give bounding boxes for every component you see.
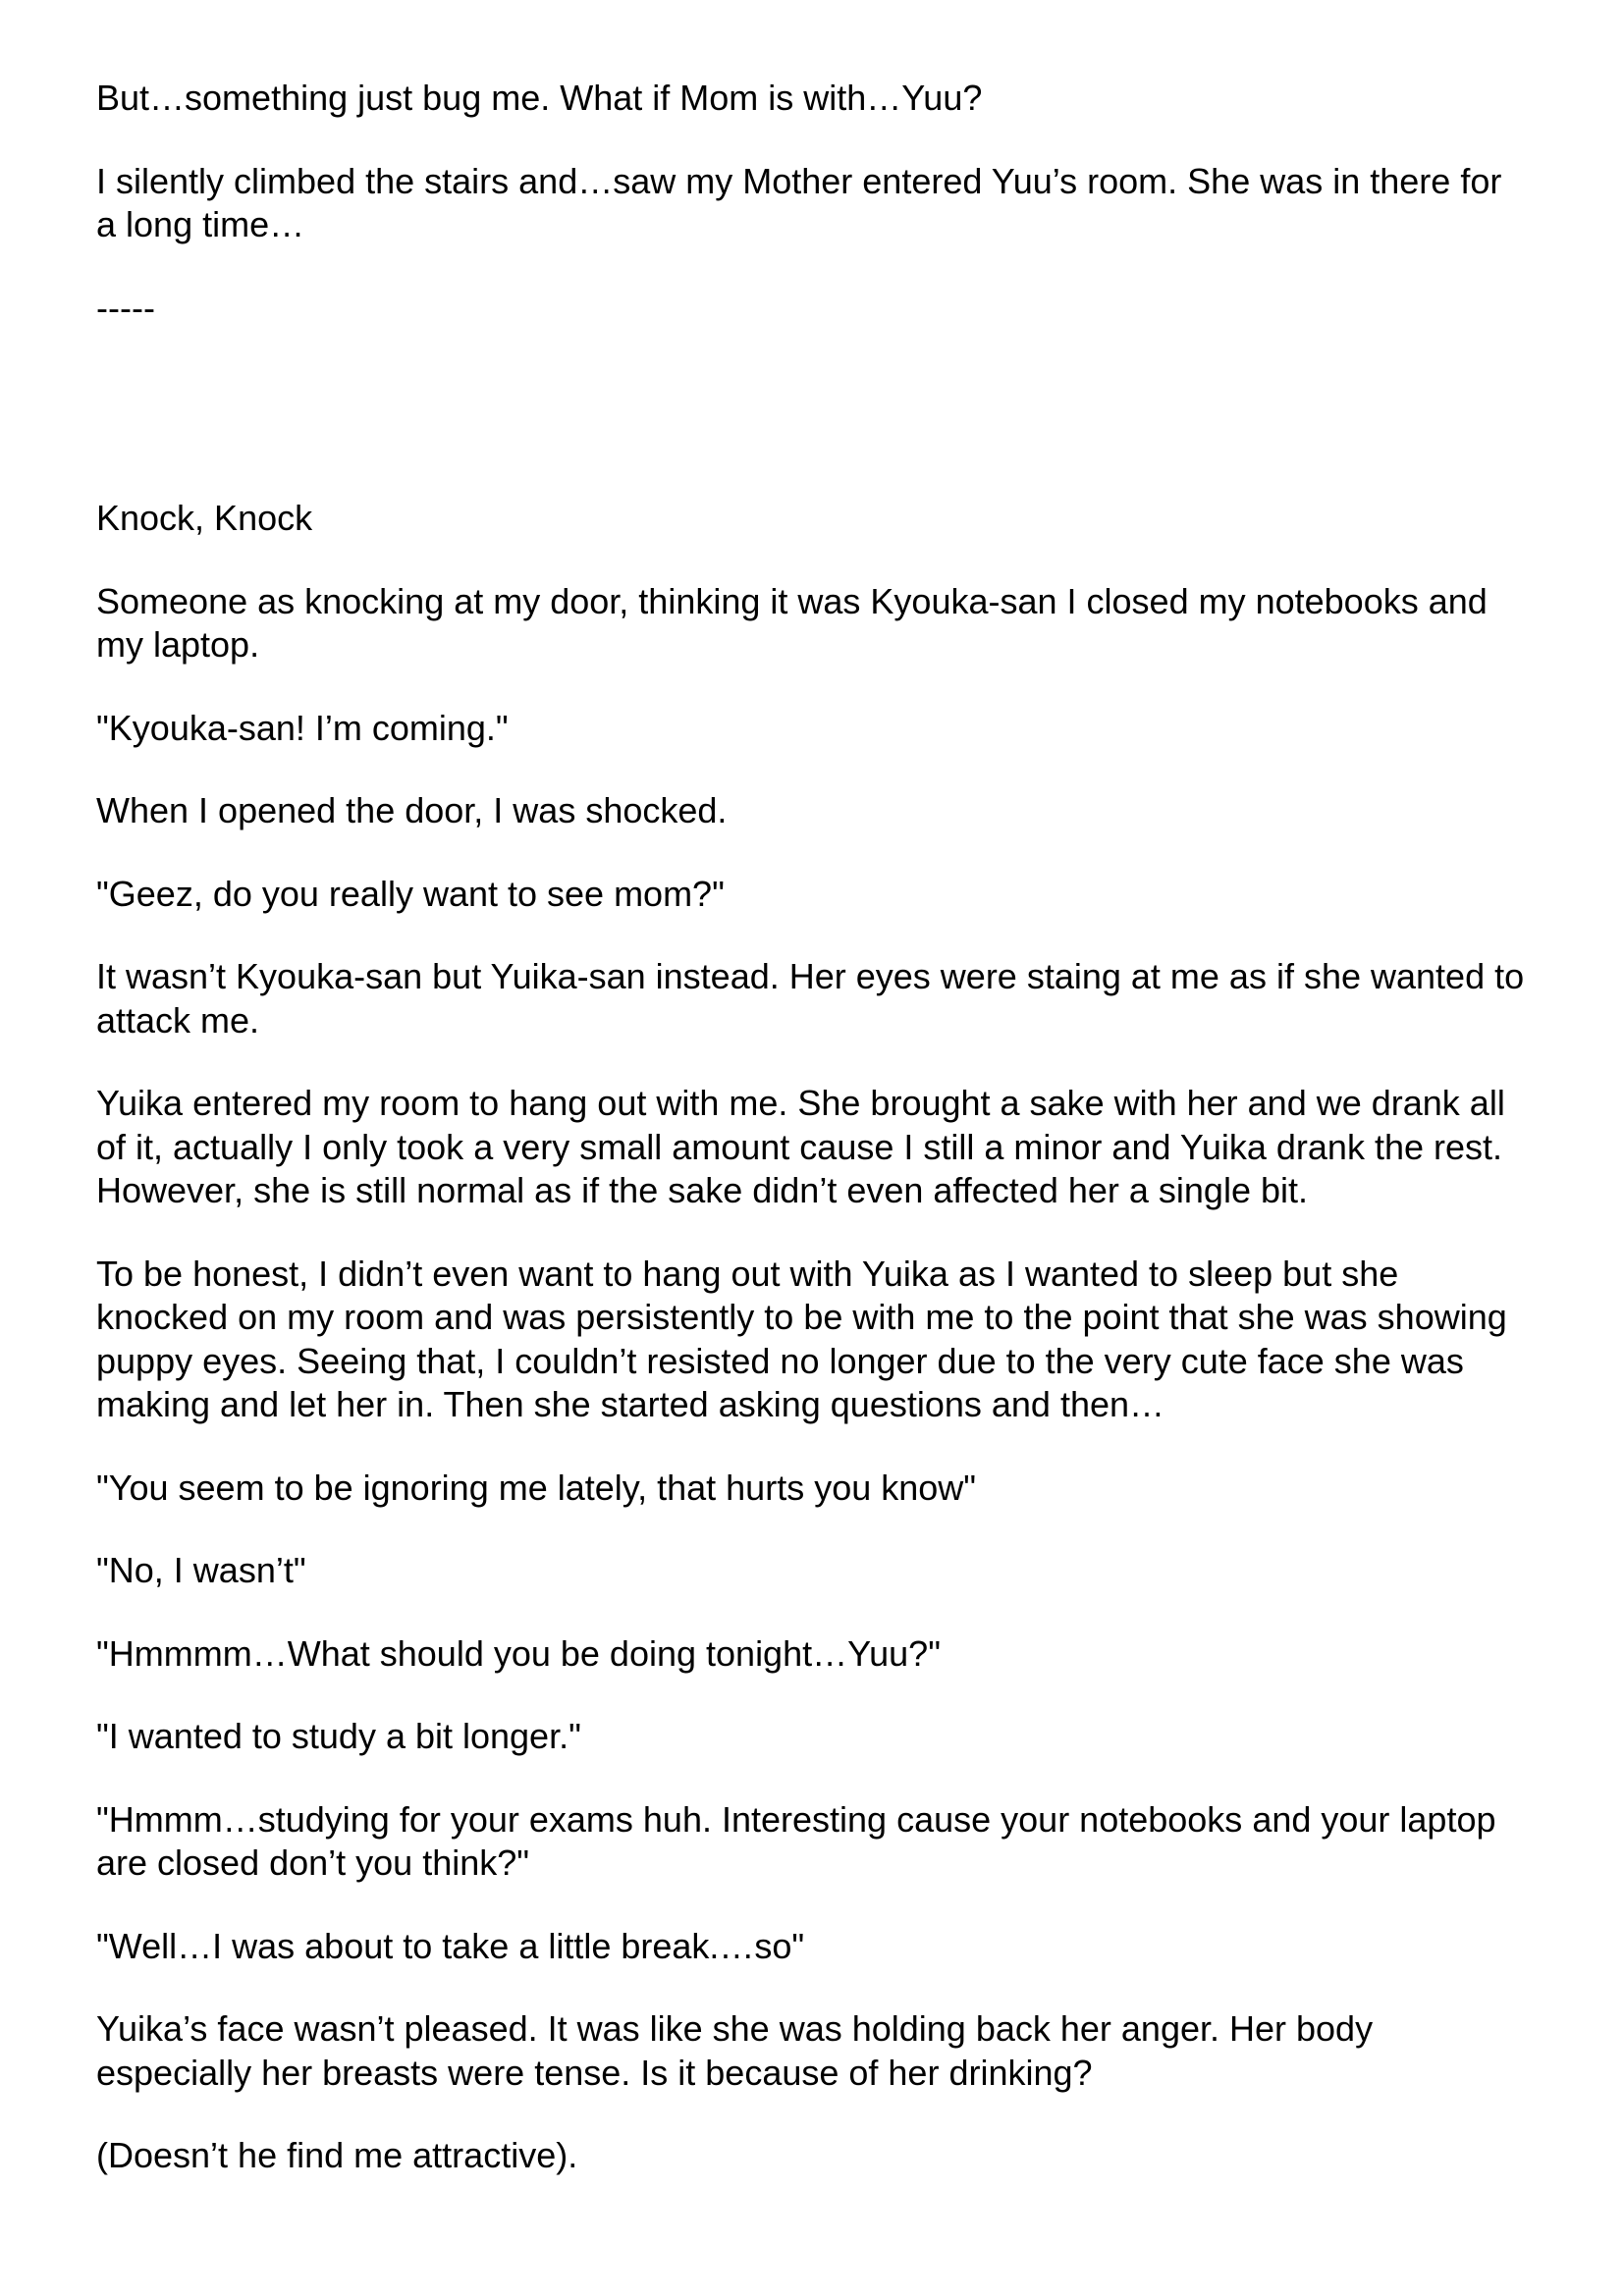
paragraph: "No, I wasn’t" — [96, 1550, 306, 1590]
paragraph: Knock, Knock — [96, 498, 313, 538]
paragraph: But…something just bug me. What if Mom is with…Yuu? — [96, 78, 983, 118]
section-break: ----- — [96, 287, 155, 328]
paragraph: Yuika entered my room to hang out with me. She brought a sake with her and we drank all of it, actually I only took a very small amount cause I still a minor and Yuika drank the rest. However, she is still normal as if the sake didn’t even affected her a single bit. — [96, 1083, 1505, 1210]
paragraph: Yuika’s face wasn’t pleased. It was like she was holding back her anger. Her body especially her breasts were tense. Is it because of her drinking? — [96, 2008, 1374, 2093]
paragraph: "You seem to be ignoring me lately, that hurts you know" — [96, 1467, 977, 1508]
paragraph: Someone as knocking at my door, thinking it was Kyouka-san I closed my notebooks and my laptop. — [96, 580, 1488, 665]
paragraph: To be honest, I didn’t even want to hang out with Yuika as I wanted to sleep but she knocked on my room and was persistently to be with me to the point that she was showing puppy eyes. Seeing that, I couldn’t resisted no longer due to the very cute face she was making and let her in. Then she started asking questions and then… — [96, 1253, 1507, 1424]
paragraph: "Kyouka-san! I’m coming." — [96, 707, 509, 748]
paragraph: "Geez, do you really want to see mom?" — [96, 873, 725, 914]
paragraph: When I opened the door, I was shocked. — [96, 790, 728, 830]
paragraph: I silently climbed the stairs and…saw my Mother entered Yuu’s room. She was in there for a long time… — [96, 160, 1502, 244]
paragraph: (Doesn’t he find me attractive). — [96, 2135, 578, 2175]
paragraph: It wasn’t Kyouka-san but Yuika-san instead. Her eyes were staing at me as if she wanted to attack me. — [96, 956, 1525, 1041]
paragraph: "Well…I was about to take a little break.…so" — [96, 1925, 805, 1966]
paragraph: "Hmmm…studying for your exams huh. Interesting cause your notebooks and your laptop are closed don’t you think?" — [96, 1798, 1496, 1883]
paragraph: "Hmmmm…What should you be doing tonight…Yuu?" — [96, 1632, 941, 1674]
paragraph: "I wanted to study a bit longer." — [96, 1716, 581, 1756]
